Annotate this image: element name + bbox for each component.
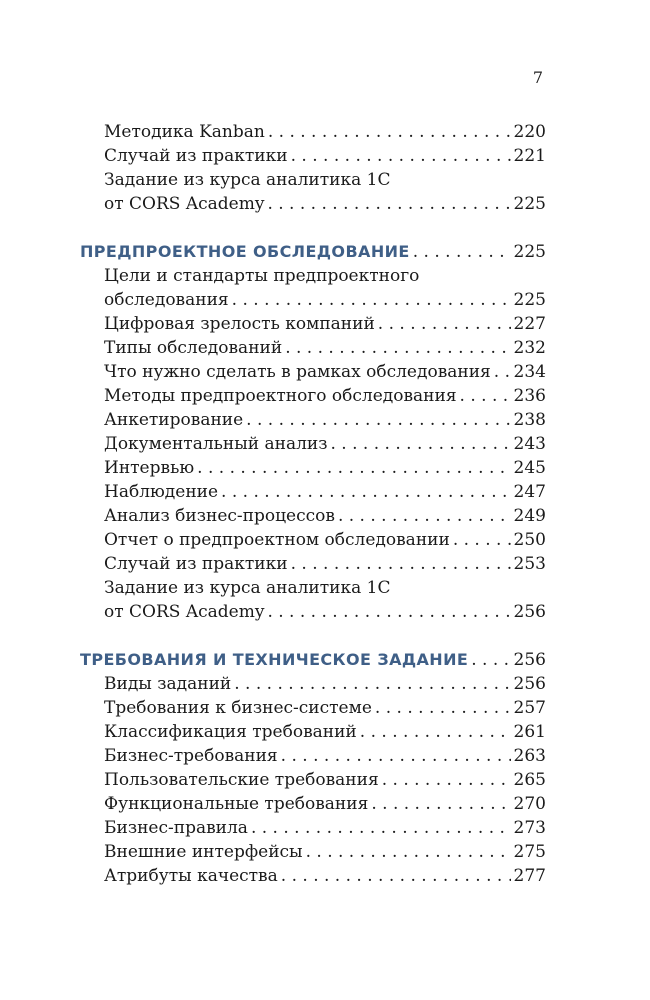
toc-entry-title: Случай из практики: [104, 146, 288, 166]
toc-entry[interactable]: [80, 384, 546, 408]
toc-entry-title: Требования к бизнес-системе: [104, 698, 372, 718]
toc-entry-title: Внешние интерфейсы: [104, 842, 303, 862]
toc-entry[interactable]: [80, 696, 546, 720]
toc-entry[interactable]: [80, 672, 546, 696]
toc-entry-page: 220: [513, 122, 546, 142]
dot-leader: [306, 840, 511, 864]
toc-entry[interactable]: [80, 528, 546, 552]
toc-entry[interactable]: [80, 792, 546, 816]
toc-entry-page: 277: [513, 866, 546, 886]
toc-entry-title: Анкетирование: [104, 410, 244, 430]
toc-section-heading[interactable]: [80, 240, 546, 264]
toc-entry-title-line1[interactable]: Задание из курса аналитика 1С: [104, 578, 391, 598]
page-number: 7: [532, 68, 543, 87]
toc-entry-page: 232: [513, 338, 546, 358]
toc-entry[interactable]: [80, 144, 546, 168]
toc-entry-page: 265: [513, 770, 546, 790]
toc-entry-page: 249: [513, 506, 546, 526]
dot-leader: [246, 408, 510, 432]
toc-entry-page: 221: [513, 146, 546, 166]
section-gap: [80, 624, 546, 648]
toc-entry-title: Пользовательские требования: [104, 770, 379, 790]
toc-entry-title-line1[interactable]: Задание из курса аналитика 1С: [104, 170, 391, 190]
toc-entry[interactable]: [80, 480, 546, 504]
toc-entry-title: Случай из практики: [104, 554, 288, 574]
dot-leader: [375, 696, 511, 720]
toc-entry[interactable]: [80, 408, 546, 432]
toc-entry[interactable]: [80, 120, 546, 144]
toc-entry[interactable]: [80, 336, 546, 360]
toc-entry-title: Методика Kanban: [104, 122, 265, 142]
dot-leader: [494, 360, 511, 384]
toc-section-heading[interactable]: [80, 648, 546, 672]
dot-leader: [291, 552, 511, 576]
toc-entry-page: 238: [513, 410, 546, 430]
toc-entry-page: 256: [513, 674, 546, 694]
toc-entry[interactable]: [80, 744, 546, 768]
dot-leader: [338, 504, 511, 528]
toc-entry-page: 270: [513, 794, 546, 814]
toc-entry-title: Бизнес-правила: [104, 818, 248, 838]
dot-leader: [285, 336, 510, 360]
dot-leader: [268, 120, 511, 144]
toc-entry-title-line2: от CORS Academy: [104, 602, 265, 622]
dot-leader: [197, 456, 510, 480]
dot-leader: [371, 792, 510, 816]
toc-entry-title: Отчет о предпроектном обследовании: [104, 530, 450, 550]
toc-entry-page: 236: [513, 386, 546, 406]
toc-entry-title-line2: обследования: [104, 290, 229, 310]
dot-leader: [221, 480, 511, 504]
dot-leader: [413, 240, 511, 264]
section-title: ТРЕБОВАНИЯ И ТЕХНИЧЕСКОЕ ЗАДАНИЕ: [80, 650, 469, 669]
dot-leader: [360, 720, 511, 744]
toc-entry-title-line2: от CORS Academy: [104, 194, 265, 214]
toc-entry-title: Бизнес-требования: [104, 746, 278, 766]
dot-leader: [453, 528, 511, 552]
toc-entry-page: 250: [513, 530, 546, 550]
toc-entry[interactable]: [80, 600, 546, 624]
dot-leader: [251, 816, 511, 840]
toc-entry-title: Что нужно сделать в рамках обследования: [104, 362, 491, 382]
dot-leader: [234, 672, 510, 696]
toc-entry[interactable]: [80, 192, 546, 216]
toc-entry-page: 253: [513, 554, 546, 574]
dot-leader: [382, 768, 511, 792]
section-page: 225: [513, 242, 546, 262]
toc-entry-page: 273: [513, 818, 546, 838]
dot-leader: [232, 288, 511, 312]
toc-entry[interactable]: [80, 864, 546, 888]
toc-entry[interactable]: [80, 768, 546, 792]
toc-entry-title: Виды заданий: [104, 674, 232, 694]
toc-entry-title: Цифровая зрелость компаний: [104, 314, 375, 334]
toc-entry-title: Анализ бизнес-процессов: [104, 506, 335, 526]
toc-entry-page: 225: [513, 194, 546, 214]
toc-entry-page: 225: [513, 290, 546, 310]
toc-entry[interactable]: [80, 552, 546, 576]
toc-entry-title-line1[interactable]: Цели и стандарты предпроектного: [104, 266, 420, 286]
toc-entry[interactable]: [80, 360, 546, 384]
toc-entry[interactable]: [80, 720, 546, 744]
section-gap: [80, 216, 546, 240]
toc-entry[interactable]: [80, 456, 546, 480]
toc-entry-page: 263: [513, 746, 546, 766]
toc-entry-page: 234: [513, 362, 546, 382]
toc-entry-page: 243: [513, 434, 546, 454]
section-title: ПРЕДПРОЕКТНОЕ ОБСЛЕДОВАНИЕ: [80, 242, 410, 261]
dot-leader: [471, 648, 510, 672]
toc-entry[interactable]: [80, 504, 546, 528]
toc-entry[interactable]: [80, 432, 546, 456]
toc-entry[interactable]: [80, 816, 546, 840]
table-of-contents: [80, 120, 546, 888]
toc-entry-title: Типы обследований: [104, 338, 283, 358]
dot-leader: [281, 744, 511, 768]
toc-entry-title: Наблюдение: [104, 482, 219, 502]
dot-leader: [267, 192, 510, 216]
dot-leader: [267, 600, 510, 624]
toc-entry[interactable]: [80, 840, 546, 864]
section-page: 256: [513, 650, 546, 670]
toc-entry-page: 227: [513, 314, 546, 334]
toc-entry-page: 261: [513, 722, 546, 742]
dot-leader: [378, 312, 511, 336]
toc-entry-title: Методы предпроектного обследования: [104, 386, 457, 406]
toc-entry-page: 245: [513, 458, 546, 478]
dot-leader: [291, 144, 511, 168]
toc-entry[interactable]: [80, 312, 546, 336]
toc-entry-title: Функциональные требования: [104, 794, 369, 814]
toc-entry-page: 275: [513, 842, 546, 862]
toc-entry-title: Документальный анализ: [104, 434, 328, 454]
toc-entry-title: Классификация требований: [104, 722, 357, 742]
toc-entry-page: 256: [513, 602, 546, 622]
toc-entry-page: 247: [513, 482, 546, 502]
dot-leader: [331, 432, 511, 456]
toc-entry-page: 257: [513, 698, 546, 718]
dot-leader: [281, 864, 511, 888]
toc-entry-title: Интервью: [104, 458, 195, 478]
toc-entry[interactable]: [80, 288, 546, 312]
dot-leader: [460, 384, 511, 408]
toc-entry-title: Атрибуты качества: [104, 866, 278, 886]
